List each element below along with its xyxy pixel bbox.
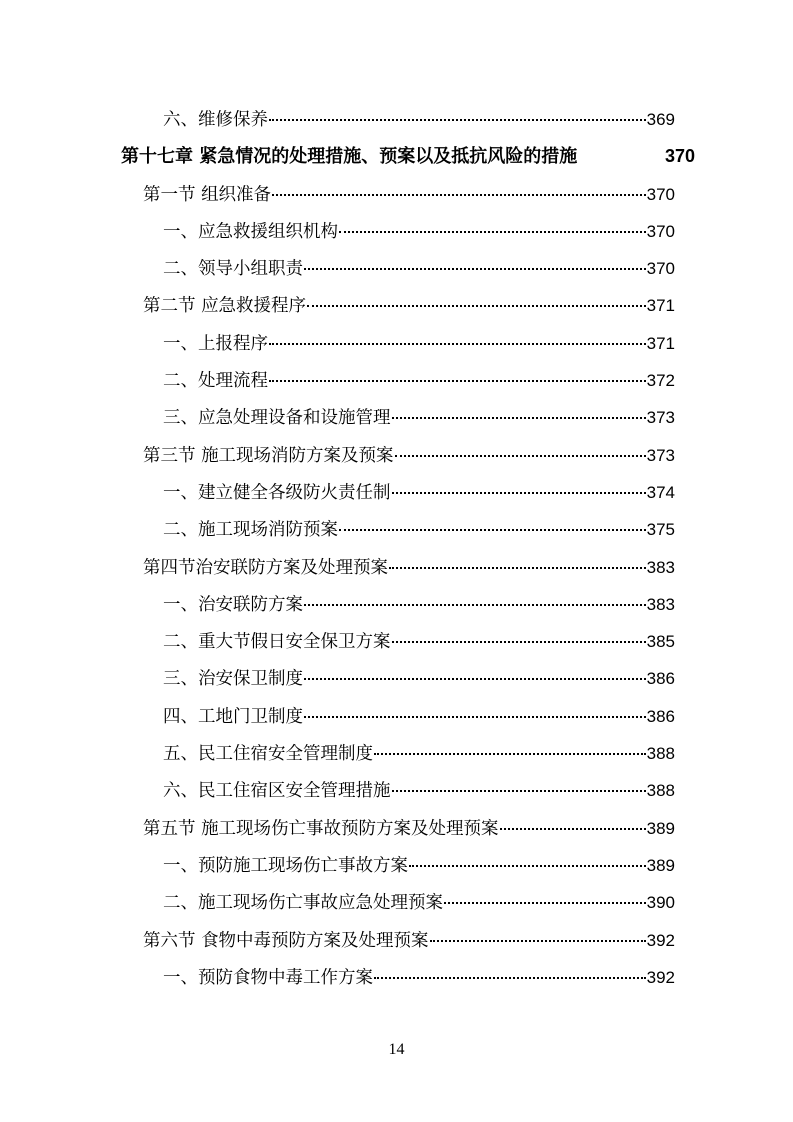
toc-entry-item[interactable] bbox=[163, 660, 675, 697]
toc-leader-dots bbox=[269, 380, 646, 382]
toc-entry-page-number: 385 bbox=[646, 632, 675, 652]
toc-entry-section[interactable] bbox=[143, 549, 675, 586]
toc-entry-page-number: 370 bbox=[646, 221, 675, 241]
toc-entry-label: 二、领导小组职责 bbox=[163, 259, 303, 280]
toc-entry-label: 第一节 组织准备 bbox=[143, 184, 272, 205]
toc-entry-item[interactable] bbox=[163, 474, 675, 511]
toc-leader-dots bbox=[304, 678, 646, 680]
toc-entry-label: 一、建立健全各级防火责任制 bbox=[163, 482, 391, 503]
toc-entry-page-number: 392 bbox=[646, 967, 675, 987]
toc-entry-page-number: 370 bbox=[646, 259, 675, 279]
toc-entry-page-number: 372 bbox=[646, 371, 675, 391]
toc-leader-dots bbox=[392, 641, 646, 643]
toc-entry-item[interactable] bbox=[163, 399, 675, 436]
toc-entry-label: 二、施工现场消防预案 bbox=[163, 520, 338, 541]
toc-leader-dots bbox=[430, 940, 646, 942]
toc-entry-label: 一、应急救援组织机构 bbox=[163, 221, 338, 242]
toc-entry-page-number: 371 bbox=[646, 333, 675, 353]
toc-entry-page-number: 386 bbox=[646, 669, 675, 689]
toc-entry-page-number: 370 bbox=[664, 146, 695, 167]
toc-entry-item[interactable] bbox=[163, 250, 675, 287]
toc-entry-label: 二、处理流程 bbox=[163, 371, 268, 392]
toc-leader-dots bbox=[500, 828, 646, 830]
toc-entry-section[interactable] bbox=[143, 922, 675, 959]
toc-entry-item[interactable] bbox=[163, 772, 675, 809]
toc-entry-page-number: 390 bbox=[646, 893, 675, 913]
toc-entry-item[interactable] bbox=[163, 325, 675, 362]
toc-entry-item[interactable] bbox=[163, 698, 675, 735]
toc-entry-label: 第三节 施工现场消防方案及预案 bbox=[143, 445, 394, 466]
toc-entry-page-number: 388 bbox=[646, 781, 675, 801]
toc-entry-label: 四、工地门卫制度 bbox=[163, 706, 303, 727]
toc-entry-page-number: 383 bbox=[646, 594, 675, 614]
toc-entry-label: 第二节 应急救援程序 bbox=[143, 296, 307, 317]
toc-entry-page-number: 373 bbox=[646, 445, 675, 465]
toc-entry-label: 第十七章 紧急情况的处理措施、预案以及抵抗风险的措施 bbox=[121, 146, 578, 168]
toc-leader-dots bbox=[307, 305, 646, 307]
toc-entry-label: 五、民工住宿安全管理制度 bbox=[163, 744, 373, 765]
toc-entry-section[interactable] bbox=[143, 810, 675, 847]
toc-entry-label: 六、民工住宿区安全管理措施 bbox=[163, 781, 391, 802]
toc-entry-item[interactable] bbox=[163, 959, 675, 996]
toc-leader-dots bbox=[389, 567, 646, 569]
toc-entry-label: 三、治安保卫制度 bbox=[163, 669, 303, 690]
toc-entry-label: 一、治安联防方案 bbox=[163, 594, 303, 615]
toc-entry-label: 三、应急处理设备和设施管理 bbox=[163, 408, 391, 429]
toc-entry-page-number: 374 bbox=[646, 482, 675, 502]
toc-entry-label: 第四节治安联防方案及处理预案 bbox=[143, 557, 388, 578]
toc-entry-item[interactable] bbox=[163, 623, 675, 660]
toc-entry-page-number: 375 bbox=[646, 520, 675, 540]
toc-entry-item[interactable] bbox=[163, 735, 675, 772]
toc-leader-dots bbox=[269, 343, 646, 345]
toc-entry-chapter[interactable] bbox=[121, 138, 695, 175]
toc-entry-page-number: 373 bbox=[646, 408, 675, 428]
toc-entry-label: 一、预防食物中毒工作方案 bbox=[163, 967, 373, 988]
toc-entry-page-number: 386 bbox=[646, 706, 675, 726]
toc-entry-item[interactable] bbox=[163, 586, 675, 623]
toc-leader-dots bbox=[374, 753, 646, 755]
toc-leader-dots bbox=[304, 604, 646, 606]
toc-leader-dots bbox=[269, 119, 646, 121]
toc-leader-dots bbox=[339, 529, 646, 531]
page-footer-number: 14 bbox=[388, 1041, 405, 1058]
toc-entry-section[interactable] bbox=[143, 287, 675, 324]
toc-entry-label: 一、上报程序 bbox=[163, 333, 268, 354]
toc-entry-item[interactable] bbox=[163, 213, 675, 250]
toc-entry-page-number: 371 bbox=[646, 296, 675, 316]
toc-leader-dots bbox=[304, 716, 646, 718]
toc-leader-dots bbox=[392, 492, 646, 494]
toc-entry-item[interactable] bbox=[163, 362, 675, 399]
toc-leader-dots bbox=[392, 417, 646, 419]
toc-entry-page-number: 389 bbox=[646, 855, 675, 875]
toc-leader-dots bbox=[392, 790, 646, 792]
toc-entry-page-number: 383 bbox=[646, 557, 675, 577]
toc-entry-page-number: 389 bbox=[646, 818, 675, 838]
toc-entry-section[interactable] bbox=[143, 176, 675, 213]
toc-entry-label: 一、预防施工现场伤亡事故方案 bbox=[163, 855, 408, 876]
toc-entry-item[interactable] bbox=[163, 884, 675, 921]
toc-entry-item[interactable] bbox=[163, 511, 675, 548]
toc-entry-label: 六、维修保养 bbox=[163, 110, 268, 130]
toc-entry-label: 第五节 施工现场伤亡事故预防方案及处理预案 bbox=[143, 818, 499, 839]
toc-entry-item[interactable] bbox=[163, 847, 675, 884]
toc-entry-page-number: 388 bbox=[646, 744, 675, 764]
toc-entry-page-number: 370 bbox=[646, 184, 675, 204]
toc-entry-page-number: 392 bbox=[646, 930, 675, 950]
toc-entry-page-number: 369 bbox=[646, 110, 675, 129]
toc-leader-dots bbox=[444, 902, 646, 904]
toc-leader-dots bbox=[272, 194, 646, 196]
toc-leader-dots bbox=[304, 268, 646, 270]
toc-entry-label: 第六节 食物中毒预防方案及处理预案 bbox=[143, 930, 429, 951]
toc-leader-dots bbox=[374, 977, 646, 979]
toc-leader-dots bbox=[409, 865, 646, 867]
toc-entry-label: 二、重大节假日安全保卫方案 bbox=[163, 632, 391, 653]
toc-leader-dots bbox=[395, 455, 646, 457]
table-of-contents bbox=[0, 101, 793, 996]
toc-entry-label: 二、施工现场伤亡事故应急处理预案 bbox=[163, 893, 443, 914]
toc-entry-section[interactable] bbox=[143, 437, 675, 474]
toc-entry-item[interactable] bbox=[163, 101, 675, 138]
toc-leader-dots bbox=[339, 231, 646, 233]
